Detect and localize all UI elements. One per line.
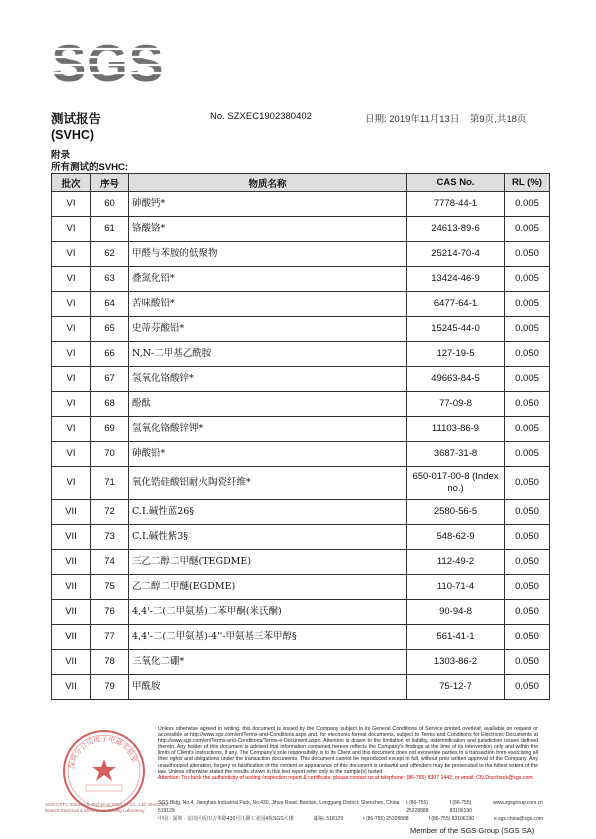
- cell-serial: 65: [91, 317, 129, 342]
- table-row: [52, 367, 550, 392]
- cell-rl: 0.005: [505, 217, 550, 242]
- address-en-tel: t (86-755) 25328888: [406, 800, 429, 814]
- address-en-row: [158, 799, 543, 815]
- cell-serial: 62: [91, 242, 129, 267]
- table-row: [52, 317, 550, 342]
- cell-batch: VI: [52, 317, 91, 342]
- cell-serial: 79: [91, 675, 129, 700]
- address-cn-email: e sgs.china@sgs.com: [493, 816, 543, 822]
- cell-cas: 75-12-7: [407, 675, 505, 700]
- cell-batch: VII: [52, 650, 91, 675]
- cell-cas: 15245-44-0: [407, 317, 505, 342]
- cell-cas: 127-19-5: [407, 342, 505, 367]
- address-en: SGS Bldg, No.4, Jianghao Industrial Park, No.430, Jihua Road, Bantian, Longgang District, Shenzhen, China 518129: [158, 800, 400, 814]
- table-row: [52, 550, 550, 575]
- cell-substance: 三乙二醇二甲醚(TEGDME): [129, 550, 407, 575]
- header-batch: 批次: [52, 174, 91, 192]
- cell-batch: VII: [52, 525, 91, 550]
- stamp-caption: SGS-CSTC Standards Technical Services Co., Ltd. Shenzhen Branch Electrical & Electronics Testing Laboratory: [45, 802, 169, 813]
- table-row: [52, 217, 550, 242]
- cell-rl: 0.050: [505, 500, 550, 525]
- cell-cas: 77-09-8: [407, 392, 505, 417]
- cell-substance: 甲醛与苯胺的低聚物: [129, 242, 407, 267]
- cell-rl: 0.050: [505, 575, 550, 600]
- cell-cas: 13424-46-9: [407, 267, 505, 292]
- cell-serial: 75: [91, 575, 129, 600]
- cell-rl: 0.005: [505, 192, 550, 217]
- cell-rl: 0.005: [505, 417, 550, 442]
- table-row: [52, 192, 550, 217]
- cell-serial: 73: [91, 525, 129, 550]
- table-header-row: [52, 174, 550, 192]
- cell-batch: VI: [52, 217, 91, 242]
- address-cn-zip: 邮编: 518129: [313, 816, 344, 822]
- cell-batch: VI: [52, 242, 91, 267]
- table-row: [52, 442, 550, 467]
- cell-serial: 68: [91, 392, 129, 417]
- cell-batch: VI: [52, 267, 91, 292]
- report-title-en: (SVHC): [51, 128, 95, 142]
- cell-rl: 0.050: [505, 625, 550, 650]
- cell-rl: 0.005: [505, 267, 550, 292]
- cell-rl: 0.050: [505, 242, 550, 267]
- cell-substance: 氧化锆硅酸铝耐火陶瓷纤维*: [129, 467, 407, 500]
- cell-serial: 71: [91, 467, 129, 500]
- table-row: [52, 267, 550, 292]
- address-en-web: www.sgsgroup.com.cn: [492, 800, 544, 806]
- report-date-page: 日期: 2019年11月13日 第9页,共18页: [365, 114, 527, 125]
- cell-cas: 2580-56-5: [407, 500, 505, 525]
- appendix-label: 附录: [51, 150, 71, 161]
- cell-serial: 72: [91, 500, 129, 525]
- cell-substance: 氢氧化铬酸锌钾*: [129, 417, 407, 442]
- svhc-table: [51, 173, 550, 700]
- cell-substance: 乙二醇二甲醚(EGDME): [129, 575, 407, 600]
- cell-serial: 61: [91, 217, 129, 242]
- cell-batch: VI: [52, 292, 91, 317]
- table-row: [52, 500, 550, 525]
- cell-substance: C.I.碱性蓝26§: [129, 500, 407, 525]
- svg-text:SGS: SGS: [51, 35, 165, 89]
- cell-batch: VII: [52, 675, 91, 700]
- cell-batch: VI: [52, 367, 91, 392]
- cell-substance: 砷酸钙*: [129, 192, 407, 217]
- cell-substance: 三氧化二硼*: [129, 650, 407, 675]
- table-row: [52, 575, 550, 600]
- cell-serial: 60: [91, 192, 129, 217]
- disclaimer-text: Unless otherwise agreed in writing, this document is issued by the Company subject to its General Conditions of Service printed overleaf, available on request or accessible at http://www.sgs.com/en/Terms-and-Conditions.aspx and, for electronic format documents, subject to Terms and Conditions for Electronic Documents at http://www.sgs.com/en/Terms-and-Conditions/Terms-e-Document.aspx. Attention is drawn to the limitation of liability, indemnification and jurisdiction issues defined therein. Any holder of this document is advised that information contained hereon reflects the Company's findings at the time of its intervention only and within the limits of Client's instructions, if any. The Company's sole responsibility is to its Client and this document does not exonerate parties to a transaction from exercising all their rights and obligations under the transaction documents. This document cannot be reproduced except in full, without prior written approval of the Company. Any unauthorized alteration, forgery or falsification of the content or appearance of this document is unlawful and offenders may be prosecuted to the fullest extent of the law. Unless otherwise stated the results shown in this test report refer only to the sample(s) tested: [158, 726, 538, 775]
- table-row: [52, 292, 550, 317]
- cell-rl: 0.005: [505, 317, 550, 342]
- cell-cas: 3687-31-8: [407, 442, 505, 467]
- cell-batch: VII: [52, 500, 91, 525]
- table-row: [52, 342, 550, 367]
- cell-cas: 25214-70-4: [407, 242, 505, 267]
- svg-text:深圳分公司电子电器实验室: 深圳分公司电子电器实验室: [67, 734, 139, 770]
- table-row: [52, 600, 550, 625]
- cell-batch: VI: [52, 442, 91, 467]
- table-row: [52, 467, 550, 500]
- cell-cas: 561-41-1: [407, 625, 505, 650]
- cell-cas: 49663-84-5: [407, 367, 505, 392]
- cell-batch: VII: [52, 575, 91, 600]
- cell-serial: 69: [91, 417, 129, 442]
- cell-cas: 650-017-00-8 (Index no.): [407, 467, 505, 500]
- address-en-fax: f (86-755) 83106190: [449, 800, 472, 814]
- cell-substance: 甲酰胺: [129, 675, 407, 700]
- cell-rl: 0.050: [505, 650, 550, 675]
- footer-disclaimer: [158, 726, 538, 781]
- cell-cas: 110-71-4: [407, 575, 505, 600]
- cell-substance: 4,4'-二(二甲氨基)-4''-甲氨基三苯甲醇§: [129, 625, 407, 650]
- footer-address: [158, 799, 543, 823]
- cell-rl: 0.050: [505, 342, 550, 367]
- cell-cas: 112-49-2: [407, 550, 505, 575]
- table-row: [52, 525, 550, 550]
- cell-rl: 0.050: [505, 600, 550, 625]
- address-cn-fax: f (86-755) 83106190: [428, 816, 474, 822]
- cell-substance: 4,4'-二(二甲氨基)二苯甲酮(米氏酮): [129, 600, 407, 625]
- cell-batch: VII: [52, 625, 91, 650]
- table-row: [52, 242, 550, 267]
- cell-serial: 70: [91, 442, 129, 467]
- cell-batch: VI: [52, 392, 91, 417]
- cell-rl: 0.050: [505, 392, 550, 417]
- table-row: [52, 625, 550, 650]
- table-row: [52, 650, 550, 675]
- cell-serial: 77: [91, 625, 129, 650]
- cell-batch: VI: [52, 467, 91, 500]
- cell-substance: C.I.碱性紫3§: [129, 525, 407, 550]
- cell-rl: 0.005: [505, 442, 550, 467]
- table-row: [52, 392, 550, 417]
- authenticity-notice: Attention: To check the authenticity of testing /inspection report & certificate, please contact us at telephone: (86-755) 8307 1443, or email: CN.Doccheck@sgs.com: [158, 774, 533, 781]
- cell-substance: 苦味酸铅*: [129, 292, 407, 317]
- cell-substance: 铬酸铬*: [129, 217, 407, 242]
- cell-substance: 砷酸铅*: [129, 442, 407, 467]
- cell-cas: 90-94-8: [407, 600, 505, 625]
- cell-serial: 78: [91, 650, 129, 675]
- svhc-list-title: 所有测试的SVHC:: [51, 162, 129, 173]
- cell-substance: 氢氧化铬酸锌*: [129, 367, 407, 392]
- cell-cas: 24613-89-6: [407, 217, 505, 242]
- cell-cas: 548-62-9: [407, 525, 505, 550]
- cell-serial: 63: [91, 267, 129, 292]
- header-cas: CAS No.: [407, 174, 505, 192]
- cell-serial: 64: [91, 292, 129, 317]
- cell-rl: 0.050: [505, 550, 550, 575]
- cell-rl: 0.005: [505, 367, 550, 392]
- cell-serial: 67: [91, 367, 129, 392]
- address-cn-row: [158, 815, 543, 823]
- cell-batch: VI: [52, 192, 91, 217]
- cell-serial: 76: [91, 600, 129, 625]
- cell-cas: 1303-86-2: [407, 650, 505, 675]
- cell-rl: 0.005: [505, 292, 550, 317]
- cell-batch: VI: [52, 342, 91, 367]
- sgs-logo: [51, 35, 165, 89]
- cell-substance: 酚酞: [129, 392, 407, 417]
- header-substance: 物质名称: [129, 174, 407, 192]
- cell-serial: 66: [91, 342, 129, 367]
- cell-rl: 0.050: [505, 467, 550, 500]
- cell-batch: VI: [52, 417, 91, 442]
- report-number: No. SZXEC1902380402: [210, 111, 312, 122]
- cell-substance: 史蒂芬酸铅*: [129, 317, 407, 342]
- cell-substance: N,N-二甲基乙酰胺: [129, 342, 407, 367]
- cell-cas: 11103-86-9: [407, 417, 505, 442]
- address-cn-tel: t (86-755) 25328888: [363, 816, 409, 822]
- report-title-cn: 测试报告: [51, 112, 102, 126]
- cell-cas: 6477-64-1: [407, 292, 505, 317]
- cell-cas: 7778-44-1: [407, 192, 505, 217]
- address-cn: 中国 · 深圳 · 龙岗区坂田吉华路430号江灏工业园4栋SGS大楼: [158, 816, 294, 822]
- cell-substance: 叠氮化铅*: [129, 267, 407, 292]
- sgs-member-text: Member of the SGS Group (SGS SA): [410, 826, 535, 835]
- cell-batch: VII: [52, 550, 91, 575]
- cell-batch: VII: [52, 600, 91, 625]
- cell-serial: 74: [91, 550, 129, 575]
- cell-rl: 0.050: [505, 675, 550, 700]
- header-serial: 序号: [91, 174, 129, 192]
- table-row: [52, 417, 550, 442]
- header-rl: RL (%): [505, 174, 550, 192]
- cell-rl: 0.050: [505, 525, 550, 550]
- table-row: [52, 675, 550, 700]
